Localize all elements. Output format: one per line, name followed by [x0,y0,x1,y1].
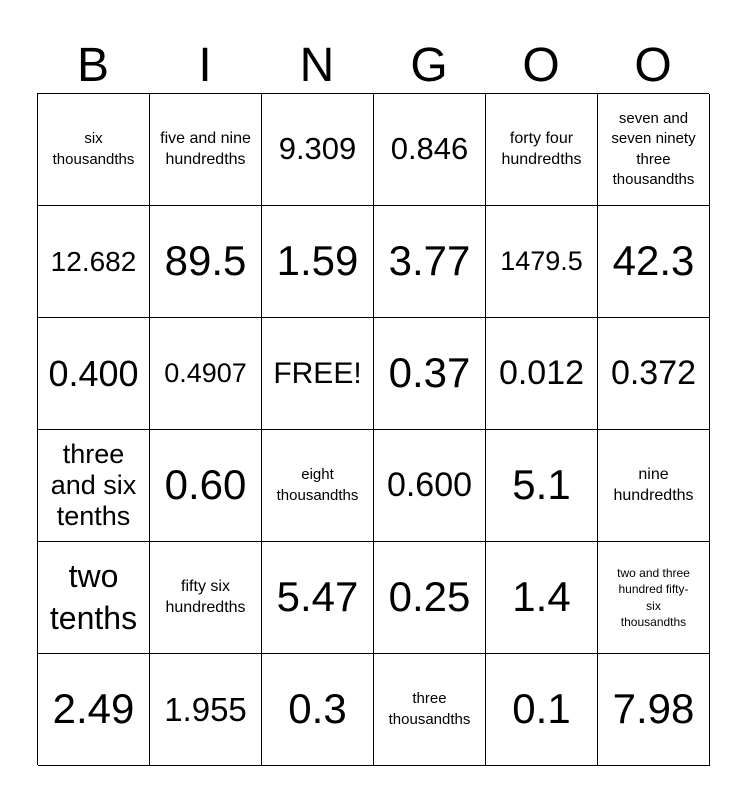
header-letter-o: O [522,39,560,92]
header-letter-o-2: O [634,39,672,92]
bingo-cell[interactable]: fifty six hundredths [150,542,262,654]
bingo-cell[interactable]: three and six tenths [38,430,150,542]
bingo-cell[interactable]: 0.1 [486,654,598,766]
header-letter-i: I [198,39,212,92]
bingo-cell-free[interactable]: FREE! [262,318,374,430]
bingo-cell[interactable]: 5.47 [262,542,374,654]
header-letter-b: B [76,39,109,92]
bingo-cell[interactable]: 7.98 [598,654,710,766]
bingo-cell[interactable]: 0.372 [598,318,710,430]
header-letter-n: N [299,39,335,92]
bingo-cell[interactable]: 12.682 [38,206,150,318]
bingo-cell[interactable]: 1.59 [262,206,374,318]
bingo-cell[interactable]: 0.846 [374,94,486,206]
bingo-cell[interactable]: 89.5 [150,206,262,318]
bingo-cell[interactable]: 0.400 [38,318,150,430]
bingo-cell[interactable]: 2.49 [38,654,150,766]
bingo-cell[interactable]: forty four hundredths [486,94,598,206]
bingo-cell[interactable]: 1479.5 [486,206,598,318]
bingo-cell[interactable]: 0.37 [374,318,486,430]
bingo-cell[interactable]: 0.25 [374,542,486,654]
bingo-cell[interactable]: 0.60 [150,430,262,542]
bingo-cell[interactable]: 3.77 [374,206,486,318]
bingo-cell[interactable]: two and three hundred fifty-six thousandths [598,542,710,654]
bingo-cell[interactable]: 1.4 [486,542,598,654]
bingo-cell[interactable]: five and nine hundredths [150,94,262,206]
bingo-cell[interactable]: 9.309 [262,94,374,206]
bingo-cell[interactable]: eight thousandths [262,430,374,542]
header-letter-g: G [410,39,448,92]
bingo-cell[interactable]: 0.600 [374,430,486,542]
bingo-cell[interactable]: 42.3 [598,206,710,318]
bingo-cell[interactable]: 0.012 [486,318,598,430]
bingo-cell[interactable]: 1.955 [150,654,262,766]
bingo-cell[interactable]: six thousandths [38,94,150,206]
bingo-cell[interactable]: three thousandths [374,654,486,766]
bingo-cell[interactable]: two tenths [38,542,150,654]
bingo-card-grid [37,93,709,765]
bingo-cell[interactable]: 5.1 [486,430,598,542]
bingo-cell[interactable]: nine hundredths [598,430,710,542]
bingo-header [37,38,709,94]
bingo-cell[interactable]: seven and seven ninety three thousandths [598,94,710,206]
bingo-cell[interactable]: 0.3 [262,654,374,766]
bingo-cell[interactable]: 0.4907 [150,318,262,430]
